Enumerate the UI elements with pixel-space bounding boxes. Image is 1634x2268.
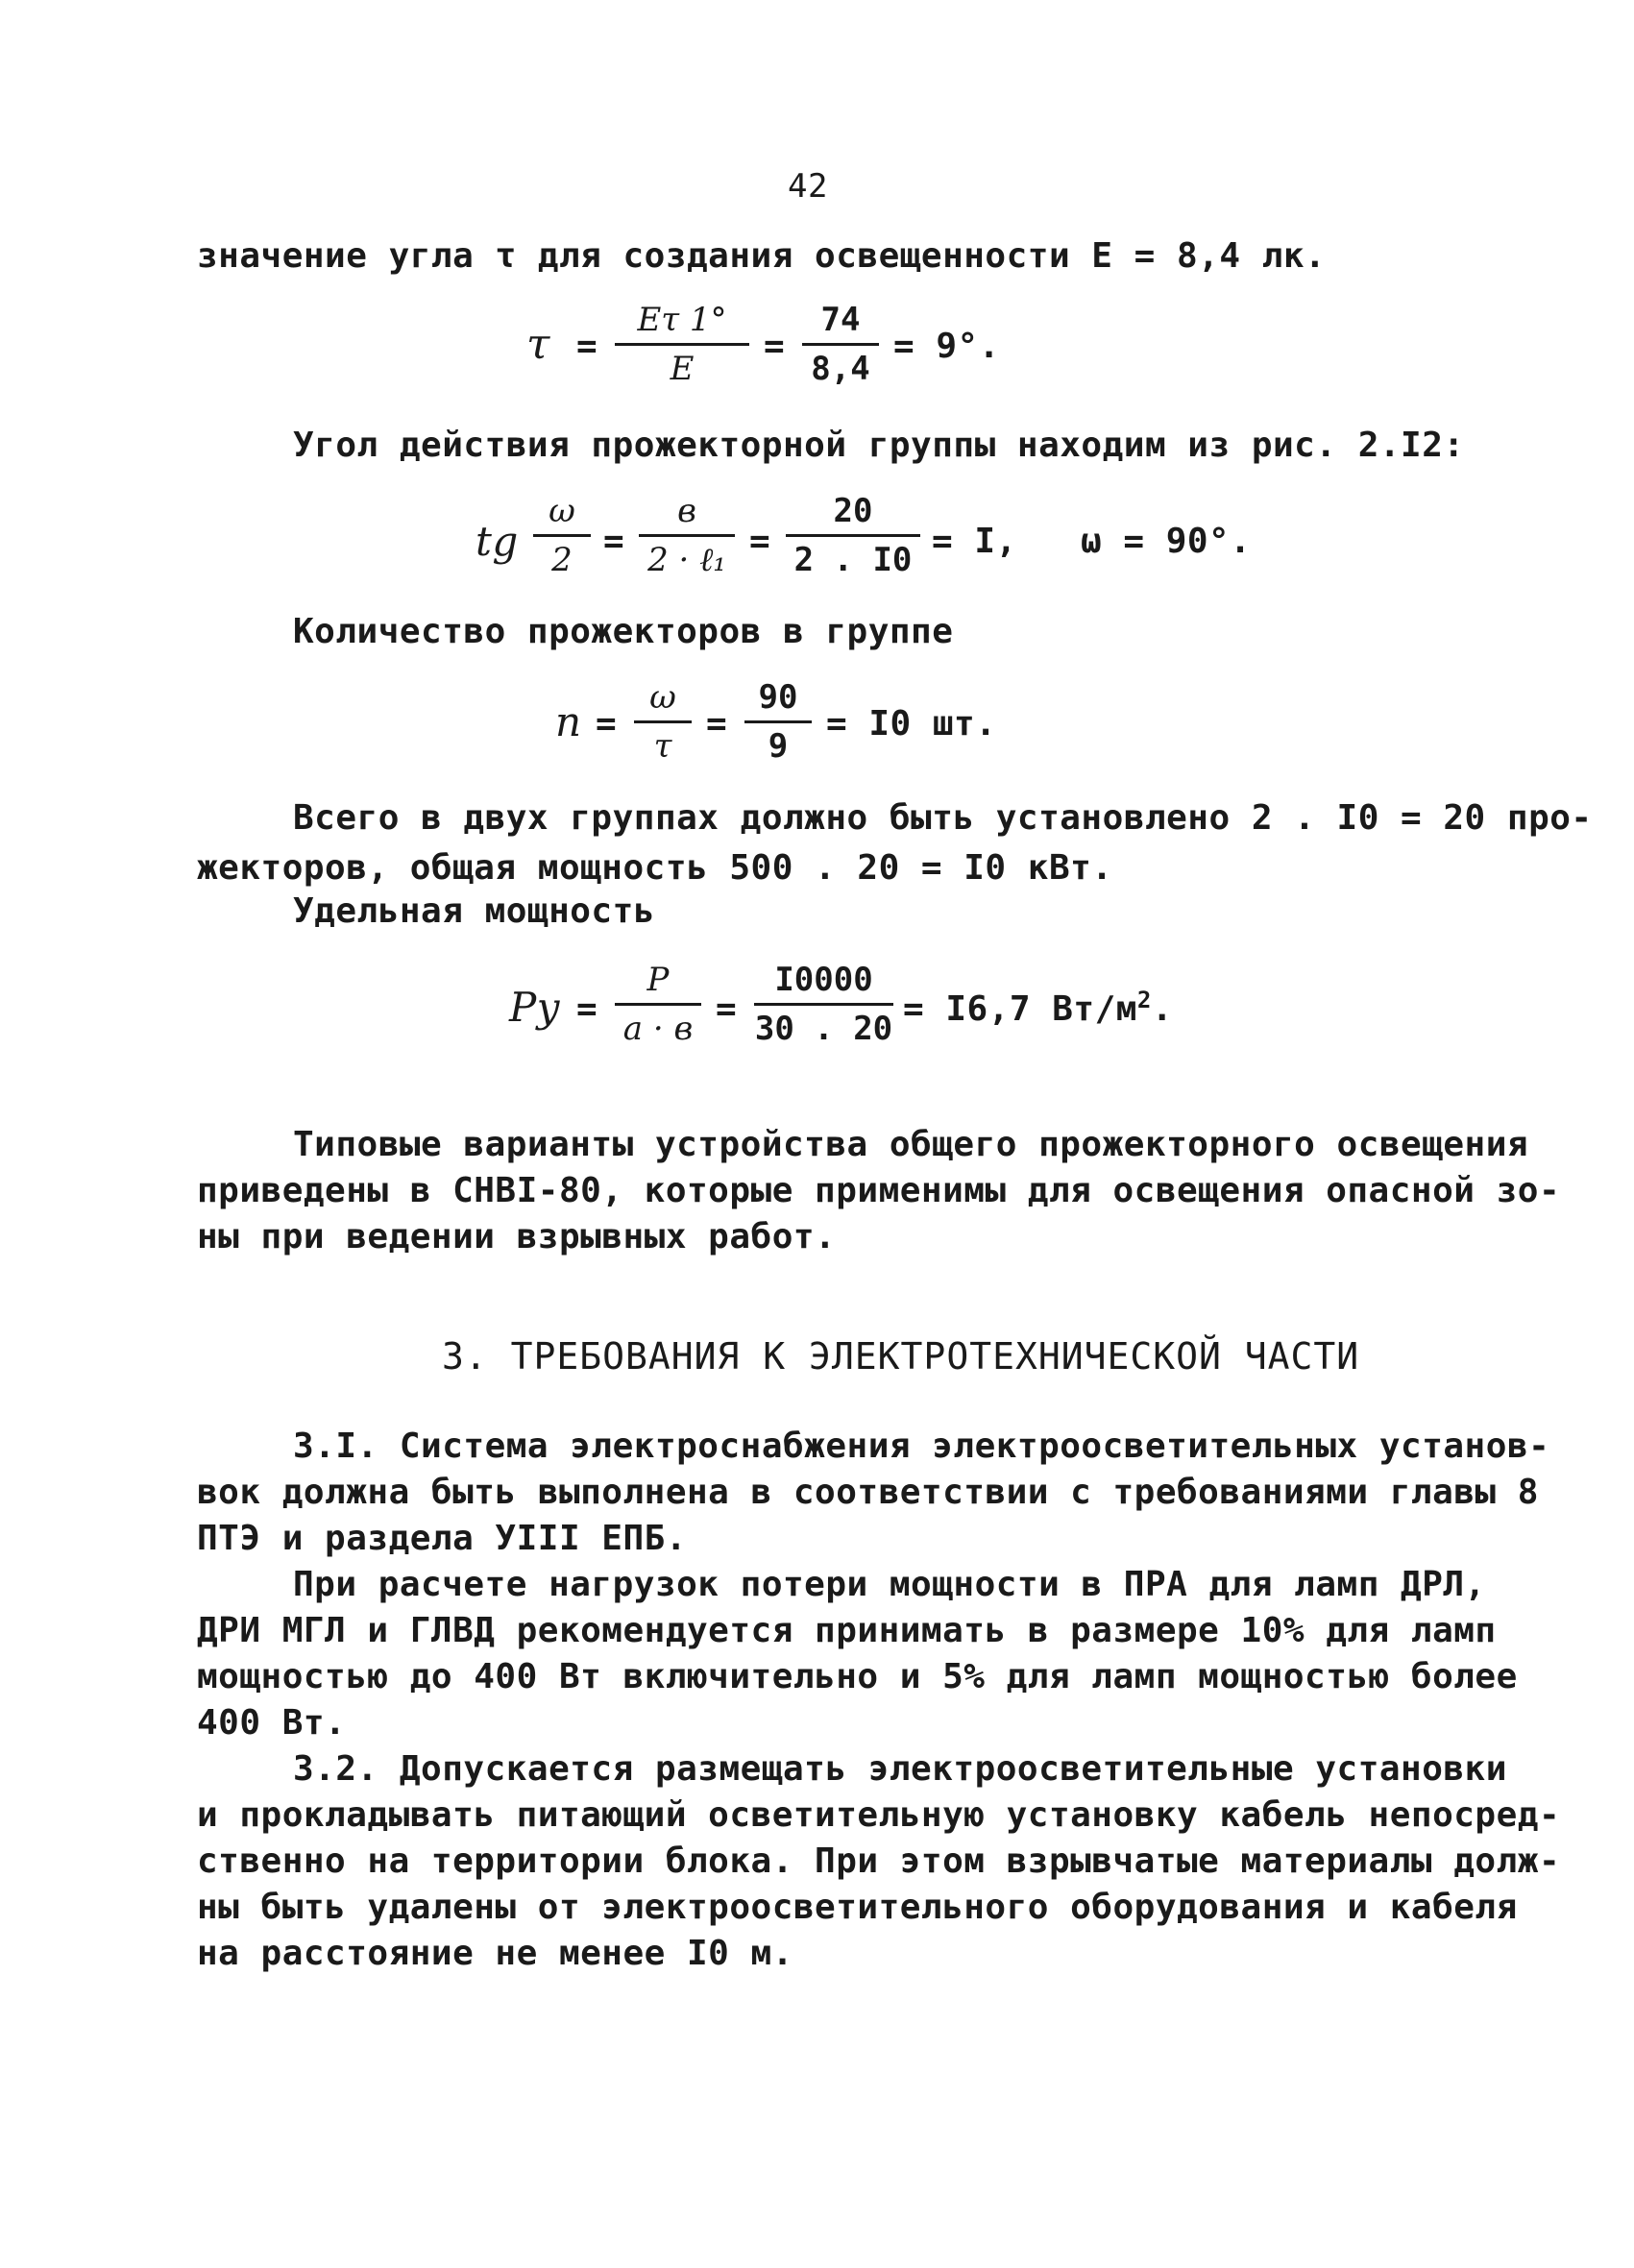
fraction [744, 678, 812, 766]
equation-lhs: Pу [509, 984, 561, 1031]
denominator: 9 [768, 727, 789, 766]
equation-result: = 9°. [893, 327, 1000, 366]
numerator: Eτ 1° [637, 301, 727, 339]
equation-sign: = [576, 989, 598, 1029]
numerator: ω [549, 492, 575, 530]
numerator: ω [649, 678, 676, 717]
text-line: вок должна быть выполнена в соответствии с требованиями главы 8 [197, 1473, 1539, 1512]
numerator: I0000 [774, 961, 873, 999]
section-heading: 3. ТРЕБОВАНИЯ К ЭЛЕКТРОТЕХНИЧЕСКОЙ ЧАСТИ [442, 1335, 1360, 1378]
numerator: 90 [758, 678, 798, 717]
fraction-bar [802, 343, 879, 346]
result-end: . [1151, 989, 1174, 1029]
text-line: 3.I. Система электроснабжения электроосветительных установ- [293, 1427, 1550, 1466]
denominator: 8,4 [811, 350, 870, 388]
equation-lhs: tg [476, 518, 519, 565]
text-line: значение угла τ для создания освещенности E = 8,4 лк. [197, 236, 1327, 276]
denominator: 2 . I0 [793, 541, 913, 579]
denominator: E [670, 350, 695, 388]
text-line: на расстояние не менее I0 м. [197, 1934, 793, 1973]
fraction [639, 492, 735, 579]
text-line: Удельная мощность [293, 891, 655, 931]
fraction [786, 492, 920, 579]
denominator: 2 [551, 541, 573, 579]
denominator: a · в [622, 1010, 694, 1048]
equation-sign: = [596, 704, 618, 744]
fraction-bar [533, 534, 591, 537]
fraction [533, 492, 591, 579]
omega-result: ω = 90°. [1081, 522, 1252, 561]
numerator: 20 [833, 492, 873, 530]
result-text: = I6,7 Вт/м [903, 989, 1137, 1029]
text-line: ственно на территории блока. При этом взрывчатые материалы долж- [197, 1841, 1561, 1881]
equation-sign: = [576, 327, 598, 366]
text-line: и прокладывать питающий осветительную установку кабель непосред- [197, 1795, 1561, 1835]
fraction-bar [615, 1003, 701, 1006]
equation-sign: = [603, 522, 625, 561]
denominator: 30 . 20 [754, 1010, 893, 1048]
text-line: Типовые варианты устройства общего прожекторного освещения [293, 1125, 1529, 1164]
numerator: в [677, 492, 696, 530]
text-line: ДРИ МГЛ и ГЛВД рекомендуется принимать в размере 10% для ламп [197, 1611, 1497, 1650]
text-line: Количество прожекторов в группе [293, 612, 954, 651]
fraction [802, 301, 879, 388]
equation-result: = I, [932, 522, 1017, 561]
equation-lhs: n [555, 698, 582, 745]
numerator: 74 [820, 301, 861, 339]
text-line: ПТЭ и раздела УIII ЕПБ. [197, 1519, 687, 1558]
fraction [615, 961, 701, 1048]
result-superscript: 2 [1136, 987, 1152, 1013]
equation-sign: = [749, 522, 771, 561]
fraction [754, 961, 893, 1048]
equation-result: = I0 шт. [826, 704, 997, 744]
fraction-bar [754, 1003, 893, 1006]
text-line: мощностью до 400 Вт включительно и 5% для ламп мощностью более [197, 1657, 1518, 1696]
equation-sign: = [716, 989, 738, 1029]
fraction [615, 301, 749, 388]
equation-sign: = [764, 327, 786, 366]
fraction [634, 678, 692, 766]
text-line: 3.2. Допускается размещать электроосветительные установки [293, 1749, 1507, 1789]
fraction-bar [634, 720, 692, 723]
fraction-bar [744, 720, 812, 723]
text-line: ны при ведении взрывных работ. [197, 1217, 837, 1256]
fraction-bar [639, 534, 735, 537]
text-line: жекторов, общая мощность 500 . 20 = I0 кВт. [197, 848, 1113, 888]
fraction-bar [615, 343, 749, 346]
text-line: ны быть удалены от электроосветительного оборудования и кабеля [197, 1888, 1518, 1927]
fraction-bar [786, 534, 920, 537]
text-line: Угол действия прожекторной группы находим из рис. 2.I2: [293, 426, 1465, 465]
equation-sign: = [706, 704, 728, 744]
equation-result [903, 987, 1173, 1033]
text-line: приведены в СНВI-80, которые применимы для освещения опасной зо- [197, 1171, 1561, 1210]
denominator: τ [653, 727, 672, 766]
equation-lhs: τ [526, 320, 550, 369]
text-line: При расчете нагрузок потери мощности в ПРА для ламп ДРЛ, [293, 1565, 1486, 1604]
text-line: 400 Вт. [197, 1703, 347, 1743]
numerator: P [646, 961, 670, 999]
page-number: 42 [788, 167, 828, 206]
text-line: Всего в двух группах должно быть установлено 2 . I0 = 20 про- [293, 798, 1593, 838]
denominator: 2 · ℓ₁ [647, 541, 726, 579]
